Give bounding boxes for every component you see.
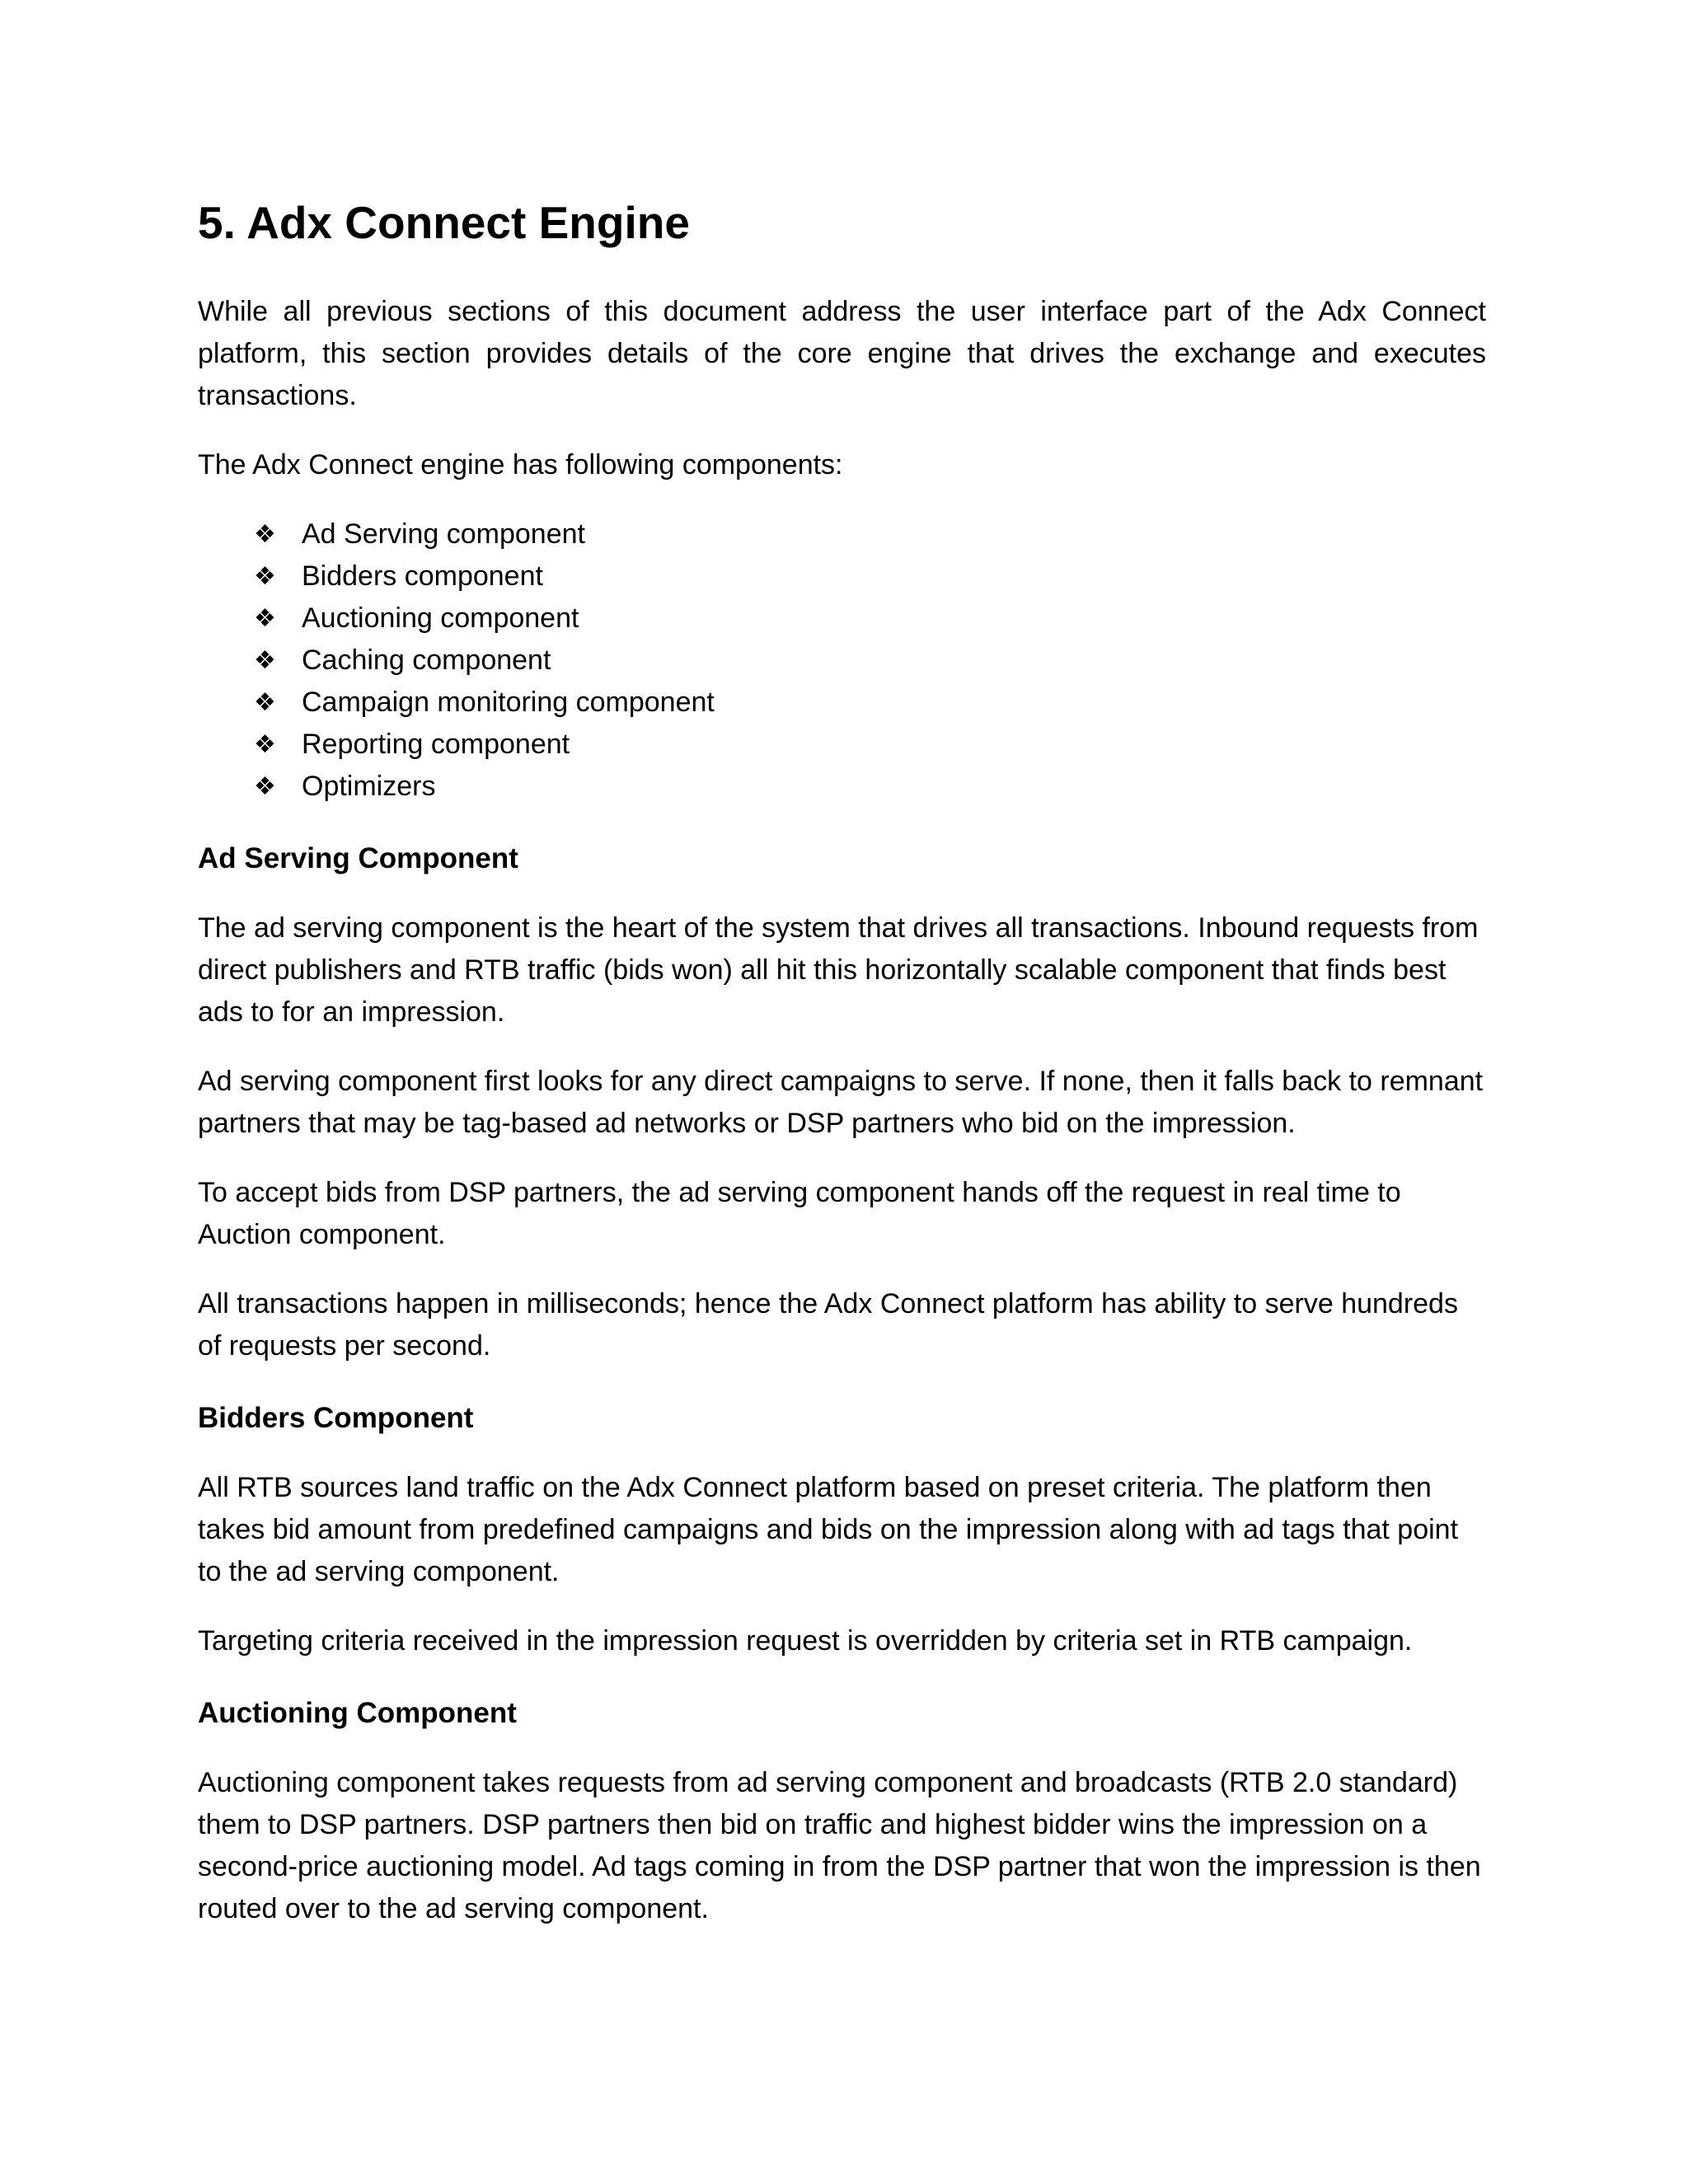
list-item — [254, 640, 1486, 682]
page-title: 5. Adx Connect Engine — [198, 197, 690, 248]
components-list — [198, 513, 1486, 808]
section-paragraph: To accept bids from DSP partners, the ad serving component hands off the request in real time to Auction component. — [198, 1177, 1401, 1250]
section-paragraph: The ad serving component is the heart of the system that drives all transactions. Inbound requests from direct publishers and RTB traffic (bids won) all hit this horizontally scalable component that finds best ads to for an impression. — [198, 912, 1479, 1028]
list-item-label: Ad Serving component — [302, 518, 585, 550]
auctioning-section — [198, 1692, 1486, 1930]
four-diamond-bullet-icon: ❖ — [254, 562, 276, 591]
section-paragraph: All transactions happen in milliseconds; hence the Adx Connect platform has ability to serve hundreds of requests per second. — [198, 1288, 1458, 1361]
list-item-label: Campaign monitoring component — [302, 687, 715, 718]
four-diamond-bullet-icon: ❖ — [254, 646, 276, 675]
intro-paragraph: While all previous sections of this document address the user interface part of the Adx Connect platform, this section provides details of the core engine that drives the exchange and executes transactions. — [198, 296, 1486, 411]
section-paragraph: All RTB sources land traffic on the Adx Connect platform based on preset criteria. The platform then takes bid amount from predefined campaigns and bids on the impression along with ad tags that point to the ad serving component. — [198, 1472, 1459, 1587]
list-item — [254, 724, 1486, 766]
four-diamond-bullet-icon: ❖ — [254, 604, 276, 633]
section-paragraph: Ad serving component first looks for any direct campaigns to serve. If none, then it falls back to remnant partners that may be tag-based ad networks or DSP partners who bid on the impression. — [198, 1066, 1484, 1139]
four-diamond-bullet-icon: ❖ — [254, 772, 276, 801]
list-item — [254, 598, 1486, 640]
list-item — [254, 513, 1486, 555]
section-paragraph: Auctioning component takes requests from ad serving component and broadcasts (RTB 2.0 standard) them to DSP partners. DSP partners then bid on traffic and highest bidder wins the impression on a second-price auctioning model. Ad tags coming in from the DSP partner that won the impression is then routed over to the ad serving component. — [198, 1767, 1481, 1924]
list-item — [254, 682, 1486, 724]
list-item — [254, 766, 1486, 808]
list-item-label: Caching component — [302, 644, 551, 676]
section-paragraph: Targeting criteria received in the impression request is overridden by criteria set in RTB campaign. — [198, 1625, 1413, 1657]
section-heading: Bidders Component — [198, 1402, 474, 1434]
components-lead-in: The Adx Connect engine has following components: — [198, 449, 843, 480]
bidders-section — [198, 1397, 1486, 1662]
document-page — [198, 185, 1486, 1957]
four-diamond-bullet-icon: ❖ — [254, 520, 276, 549]
list-item — [254, 555, 1486, 598]
four-diamond-bullet-icon: ❖ — [254, 688, 276, 717]
four-diamond-bullet-icon: ❖ — [254, 730, 276, 759]
list-item-label: Auctioning component — [302, 602, 579, 634]
section-heading: Auctioning Component — [198, 1697, 517, 1729]
ad-serving-section — [198, 837, 1486, 1367]
list-item-label: Optimizers — [302, 771, 436, 802]
list-item-label: Reporting component — [302, 729, 570, 760]
list-item-label: Bidders component — [302, 560, 543, 592]
section-heading: Ad Serving Component — [198, 842, 518, 874]
